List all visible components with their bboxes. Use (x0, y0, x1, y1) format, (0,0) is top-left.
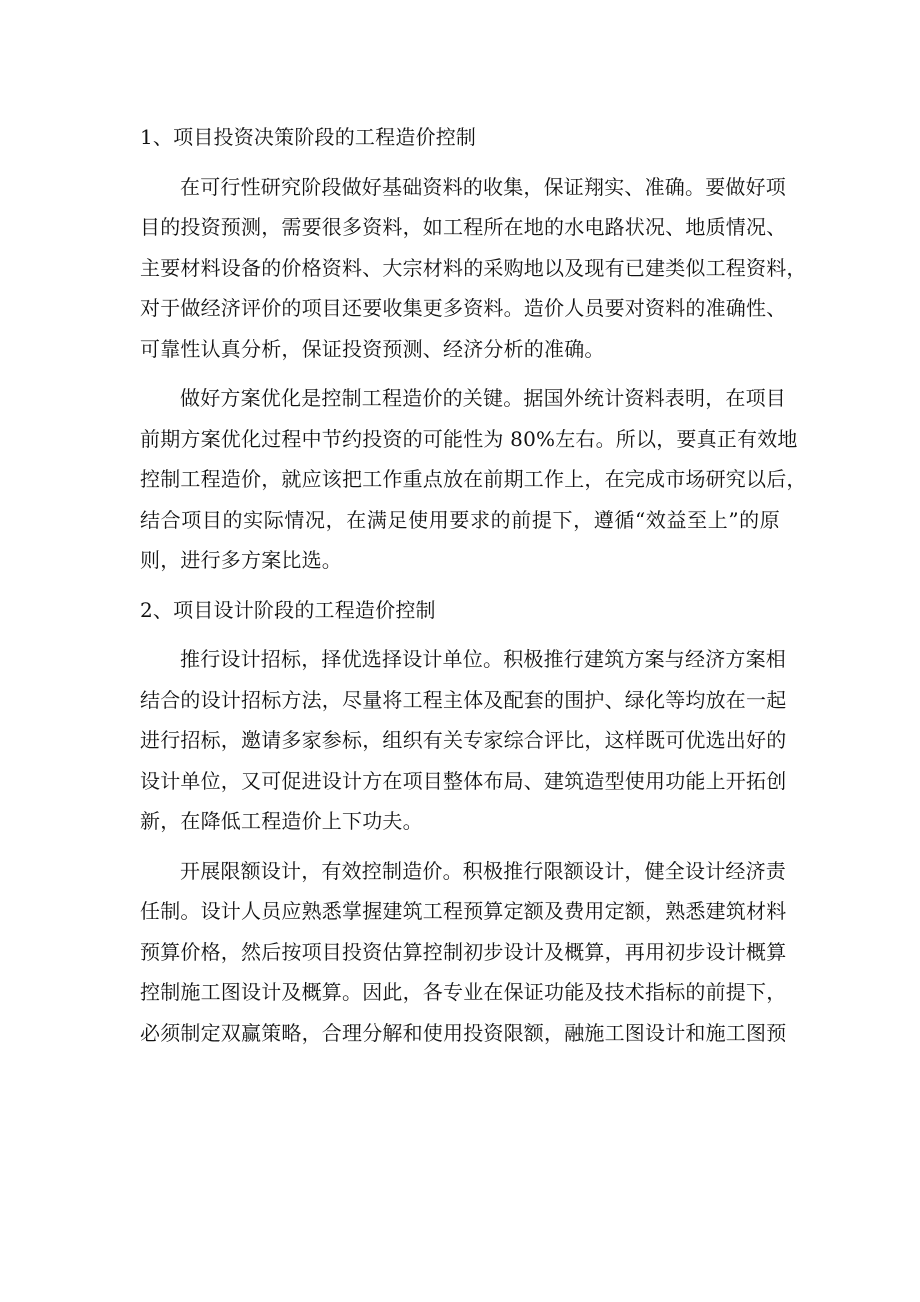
paragraph-line: 对于做经济评价的项目还要收集更多资料。造价人员要对资料的准确性、 (140, 296, 787, 320)
paragraph-line: 控制工程造价，就应该把工作重点放在前期工作上，在完成市场研究以后， (140, 467, 807, 491)
paragraph-line: 必须制定双赢策略，合理分解和使用投资限额，融施工图设计和施工图预 (140, 1020, 787, 1045)
paragraph-line: 主要材料设备的价格资料、大宗材料的采购地以及现有已建类似工程资料， (140, 255, 807, 280)
paragraph-2-2 (140, 851, 787, 1054)
paragraph-line: 开展限额设计，有效控制造价。积极推行限额设计，健全设计经济责 (180, 858, 786, 883)
paragraph-line: 在可行性研究阶段做好基础资料的收集，保证翔实、准确。要做好项 (180, 174, 786, 199)
paragraph-line: 控制施工图设计及概算。因此，各专业在保证功能及技术指标的前提下， (140, 980, 787, 1004)
paragraph-line: 目的投资预测，需要很多资料，如工程所在地的水电路状况、地质情况、 (140, 215, 787, 239)
paragraph-1-1 (140, 167, 807, 370)
paragraph-line: 结合项目的实际情况，在满足使用要求的前提下，遵循“效益至上”的原 (140, 507, 780, 532)
paragraph-line: 前期方案优化过程中节约投资的可能性为 80%左右。所以，要真正有效地 (140, 426, 798, 451)
heading-text: 1、项目投资决策阶段的工程造价控制 (140, 125, 477, 149)
document-body (140, 117, 807, 1053)
section-heading-2 (140, 590, 780, 631)
section-heading-1 (140, 117, 780, 158)
paragraph-line: 推行设计招标，择优选择设计单位。积极推行建筑方案与经济方案相 (180, 647, 786, 671)
paragraph-line: 新，在降低工程造价上下功夫。 (140, 809, 423, 833)
paragraph-2-1 (140, 639, 787, 842)
paragraph-line: 可靠性认真分析，保证投资预测、经济分析的准确。 (140, 336, 605, 361)
paragraph-line: 结合的设计招标方法，尽量将工程主体及配套的围护、绿化等均放在一起 (140, 687, 787, 712)
paragraph-line: 进行招标，邀请多家参标，组织有关专家综合评比，这样既可优选出好的 (140, 728, 787, 752)
paragraph-line: 做好方案优化是控制工程造价的关键。据国外统计资料表明，在项目 (180, 386, 786, 410)
paragraph-line: 任制。设计人员应熟悉掌握建筑工程预算定额及费用定额，熟悉建筑材料 (140, 899, 787, 923)
paragraph-line: 则，进行多方案比选。 (140, 548, 342, 572)
heading-text: 2、项目设计阶段的工程造价控制 (140, 597, 436, 622)
paragraph-1-2 (140, 378, 807, 581)
paragraph-line: 预算价格，然后按项目投资估算控制初步设计及概算，再用初步设计概算 (140, 939, 787, 964)
paragraph-line: 设计单位，又可促进设计方在项目整体布局、建筑造型使用功能上开拓创 (140, 768, 787, 793)
